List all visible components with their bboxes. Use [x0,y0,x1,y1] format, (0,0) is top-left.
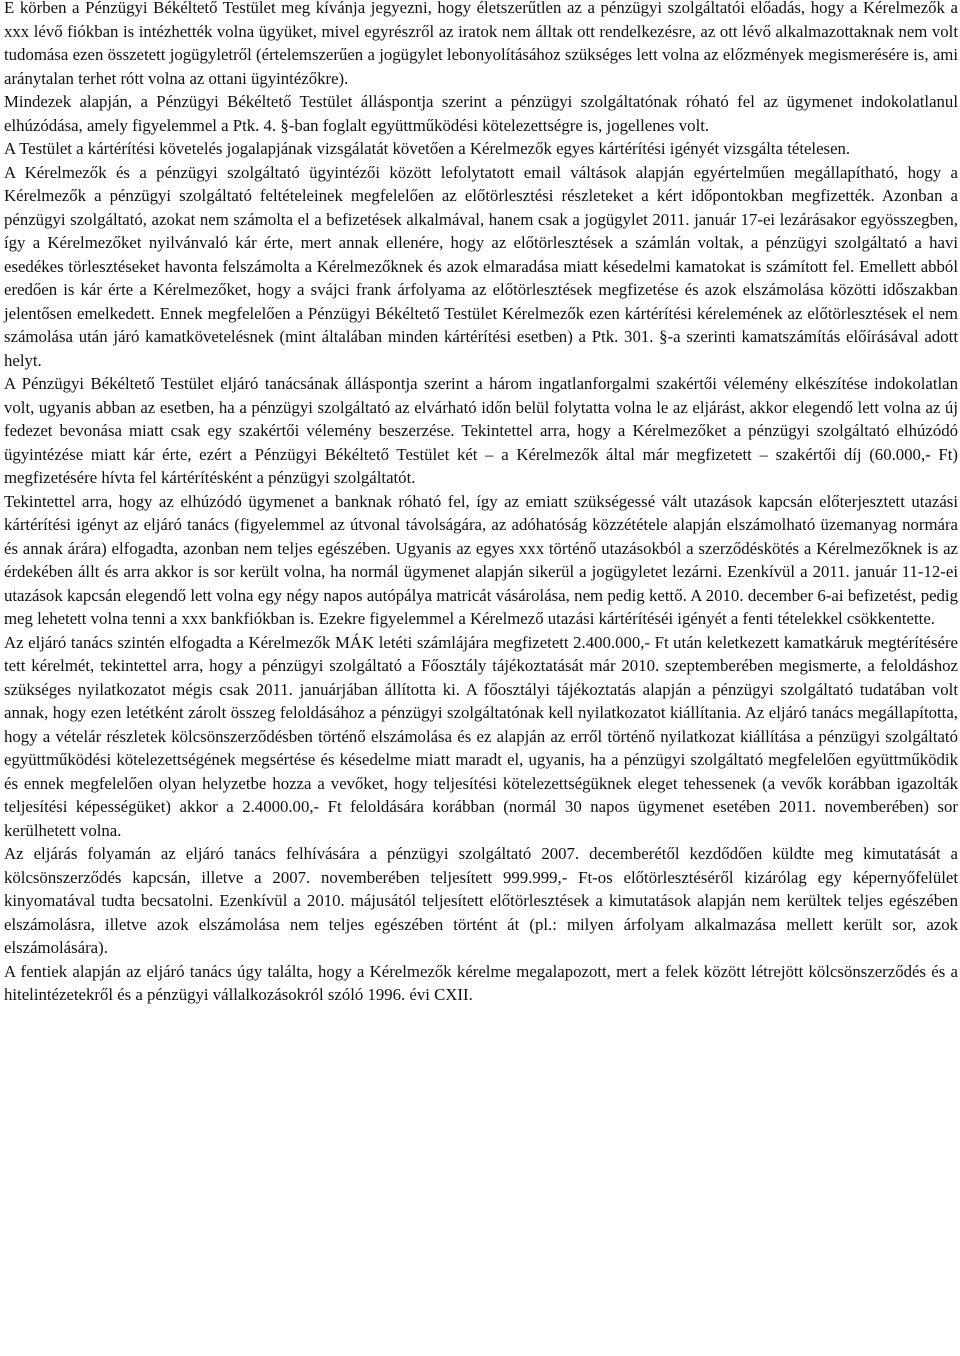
paragraph-3: A Testület a kártérítési követelés jogalapjának vizsgálatát követően a Kérelmezők egyes kártérítési igényét vizsgálta tételesen. [4,139,851,158]
paragraph-4: A Kérelmezők és a pénzügyi szolgáltató ügyintézői között lefolytatott email váltások alapján egyértelműen megállapítható, hogy a Kérelmezők a pénzügyi szolgáltató feltételeinek megfelelően az előtörlesztési részleteket a kért időpontokban megfizették. Azonban a pénzügyi szolgáltató, azokat nem számolta el a befizetések alkalmával, hanem csak a jogügylet 2011. január 17-ei lezárásakor egyösszegben, így a Kérelmezőket nyilvánvaló kár érte, mert annak ellenére, hogy az előtörlesztések a számlán voltak, a pénzügyi szolgáltató a havi esedékes törlesztéseket havonta felszámolta a Kérelmezőknek és azok elmaradása miatt késedelmi kamatokat is számított fel. Emellett abból eredően is kár érte a Kérelmezőket, hogy a svájci frank árfolyama az előtörlesztések megfizetése és azok elszámolása közötti időszakban jelentősen emelkedett. Ennek megfelelően a Pénzügyi Békéltető Testület Kérelmezők ezen kártérítési kérelemének az előtörlesztések el nem számolása után járó kamatkövetelésnek (mint általában minden kártérítési esetben) a Ptk. 301. §-a szerinti kamatszámítás előírásával adott helyt. [4,162,958,370]
paragraph-8: Az eljárás folyamán az eljáró tanács felhívására a pénzügyi szolgáltató 2007. decemberétől kezdődően küldte meg kimutatását a kölcsönszerződés kapcsán, illetve a 2007. novemberében teljesített 999.999,- Ft-os előtörlesztéséről kizárólag egy képernyőfelület kinyomatával tudta becsatolni. Ezenkívül a 2010. májusától teljesített előtörlesztések a kimutatások alapján nem kerültek teljes egészében elszámolásra, illetve azok elszámolása nem teljes egészében történt át (pl.: milyen árfolyam alkalmazása mellett került sor, azok elszámolására). [4,844,958,957]
paragraph-6: Tekintettel arra, hogy az elhúzódó ügymenet a banknak róható fel, így az emiatt szükségessé vált utazások kapcsán előterjesztett utazási kártérítési igényt az eljáró tanács (figyelemmel az útvonal távolságára, az adóhatóság közzététele alapján elszámolható üzemanyag normára és annak árára) elfogadta, azonban nem teljes egészében. Ugyanis az egyes xxx történő utazásokból a szerződéskötés a Kérelmezőknek is az érdekében állt és arra akkor is sor került volna, ha normál ügymenet alapján sikerül a jogügyletet lezárni. Ezenkívül a 2011. január 11-12-ei utazások kapcsán elegendő lett volna egy négy napos autópálya matricát vásárolása, nem pedig kettő. A 2010. december 6-ai befizetést, pedig meg lehetett volna tenni a xxx bankfiókban is. Ezekre figyelemmel a Kérelmező utazási kártérítéséi igényét a fenti tételekkel csökkentette. [4,491,958,628]
paragraph-5: A Pénzügyi Békéltető Testület eljáró tanácsának álláspontja szerint a három ingatlanforgalmi szakértői vélemény elkészítése indokolatlan volt, ugyanis abban az esetben, ha a pénzügyi szolgáltató az elvárható időn belül folytatta volna le az eljárást, akkor elegendő lett volna az új fedezet bevonása miatt csak egy szakértői vélemény beszerzése. Tekintettel arra, hogy a Kérelmezőket a pénzügyi szolgáltató elhúzódó ügyintézése miatt kár érte, ezért a Pénzügyi Békéltető Testület két – a Kérelmezők által már megfizetett – szakértői díj (60.000,- Ft) megfizetésére hívta fel kártérítésként a pénzügyi szolgáltatót. [4,374,958,487]
paragraph-1: E körben a Pénzügyi Békéltető Testület meg kívánja jegyezni, hogy életszerűtlen az a pénzügyi szolgáltatói előadás, hogy a Kérelmezők a xxx lévő fiókban is intézhették volna ügyüket, mivel egyrészről az iratok nem álltak ott rendelkezésre, az ott lévő alkalmazottaknak nem volt tudomása ezen összetett jogügyletről (értelemszerűen a jogügylet lebonyolításához szükséges lett volna az előzmények megismerésére is, ami aránytalan terhet rótt volna az ottani ügyintézőkre). [4,0,958,88]
paragraph-9: A fentiek alapján az eljáró tanács úgy találta, hogy a Kérelmezők kérelme megalapozott, mert a felek között létrejött kölcsönszerződés és a hitelintézetekről és a pénzügyi vállalkozásokról szóló 1996. évi CXII. [4,961,958,1004]
paragraph-7: Az eljáró tanács szintén elfogadta a Kérelmezők MÁK letéti számlájára megfizetett 2.400.000,- Ft után keletkezett kamatkáruk megtérítésére tett kérelmét, tekintettel arra, hogy a pénzügyi szolgáltató a Főosztály tájékoztatását már 2010. szeptemberében megismerte, a feloldáshoz szükséges nyilatkozatot mégis csak 2011. januárjában állította ki. A főosztályi tájékoztatás alapján a pénzügyi szolgáltató tudatában volt annak, hogy ezen letétként zárolt összeg feloldásához a pénzügyi szolgáltatónak kell nyilatkozatot kiállítania. Az eljáró tanács megállapította, hogy a vételár részletek kölcsönszerződésben történő elszámolása és ez alapján az erről történő nyilatkozat kiállítása a pénzügyi szolgáltató együttműködési kötelezettségének megsértése és késedelme miatt maradt el, ugyanis, ha a pénzügyi szolgáltató megfelelően együttműködik és ennek megfelelően olyan helyzetbe hozza a vevőket, hogy teljesítési kötelezettségüknek eleget tehessenek (a vevők korábban igazolták teljesítési képességüket) akkor a 2.4000.00,- Ft feloldására korábban (normál 30 napos ügymenet esetében 2011. novemberében) sor kerülhetett volna. [4,632,958,840]
document-page [4,0,958,1007]
paragraph-2: Mindezek alapján, a Pénzügyi Békéltető Testület álláspontja szerint a pénzügyi szolgáltatónak róható fel az ügymenet indokolatlanul elhúzódása, amely figyelemmel a Ptk. 4. §-ban foglalt együttműködési kötelezettségre is, jogellenes volt. [4,92,958,135]
